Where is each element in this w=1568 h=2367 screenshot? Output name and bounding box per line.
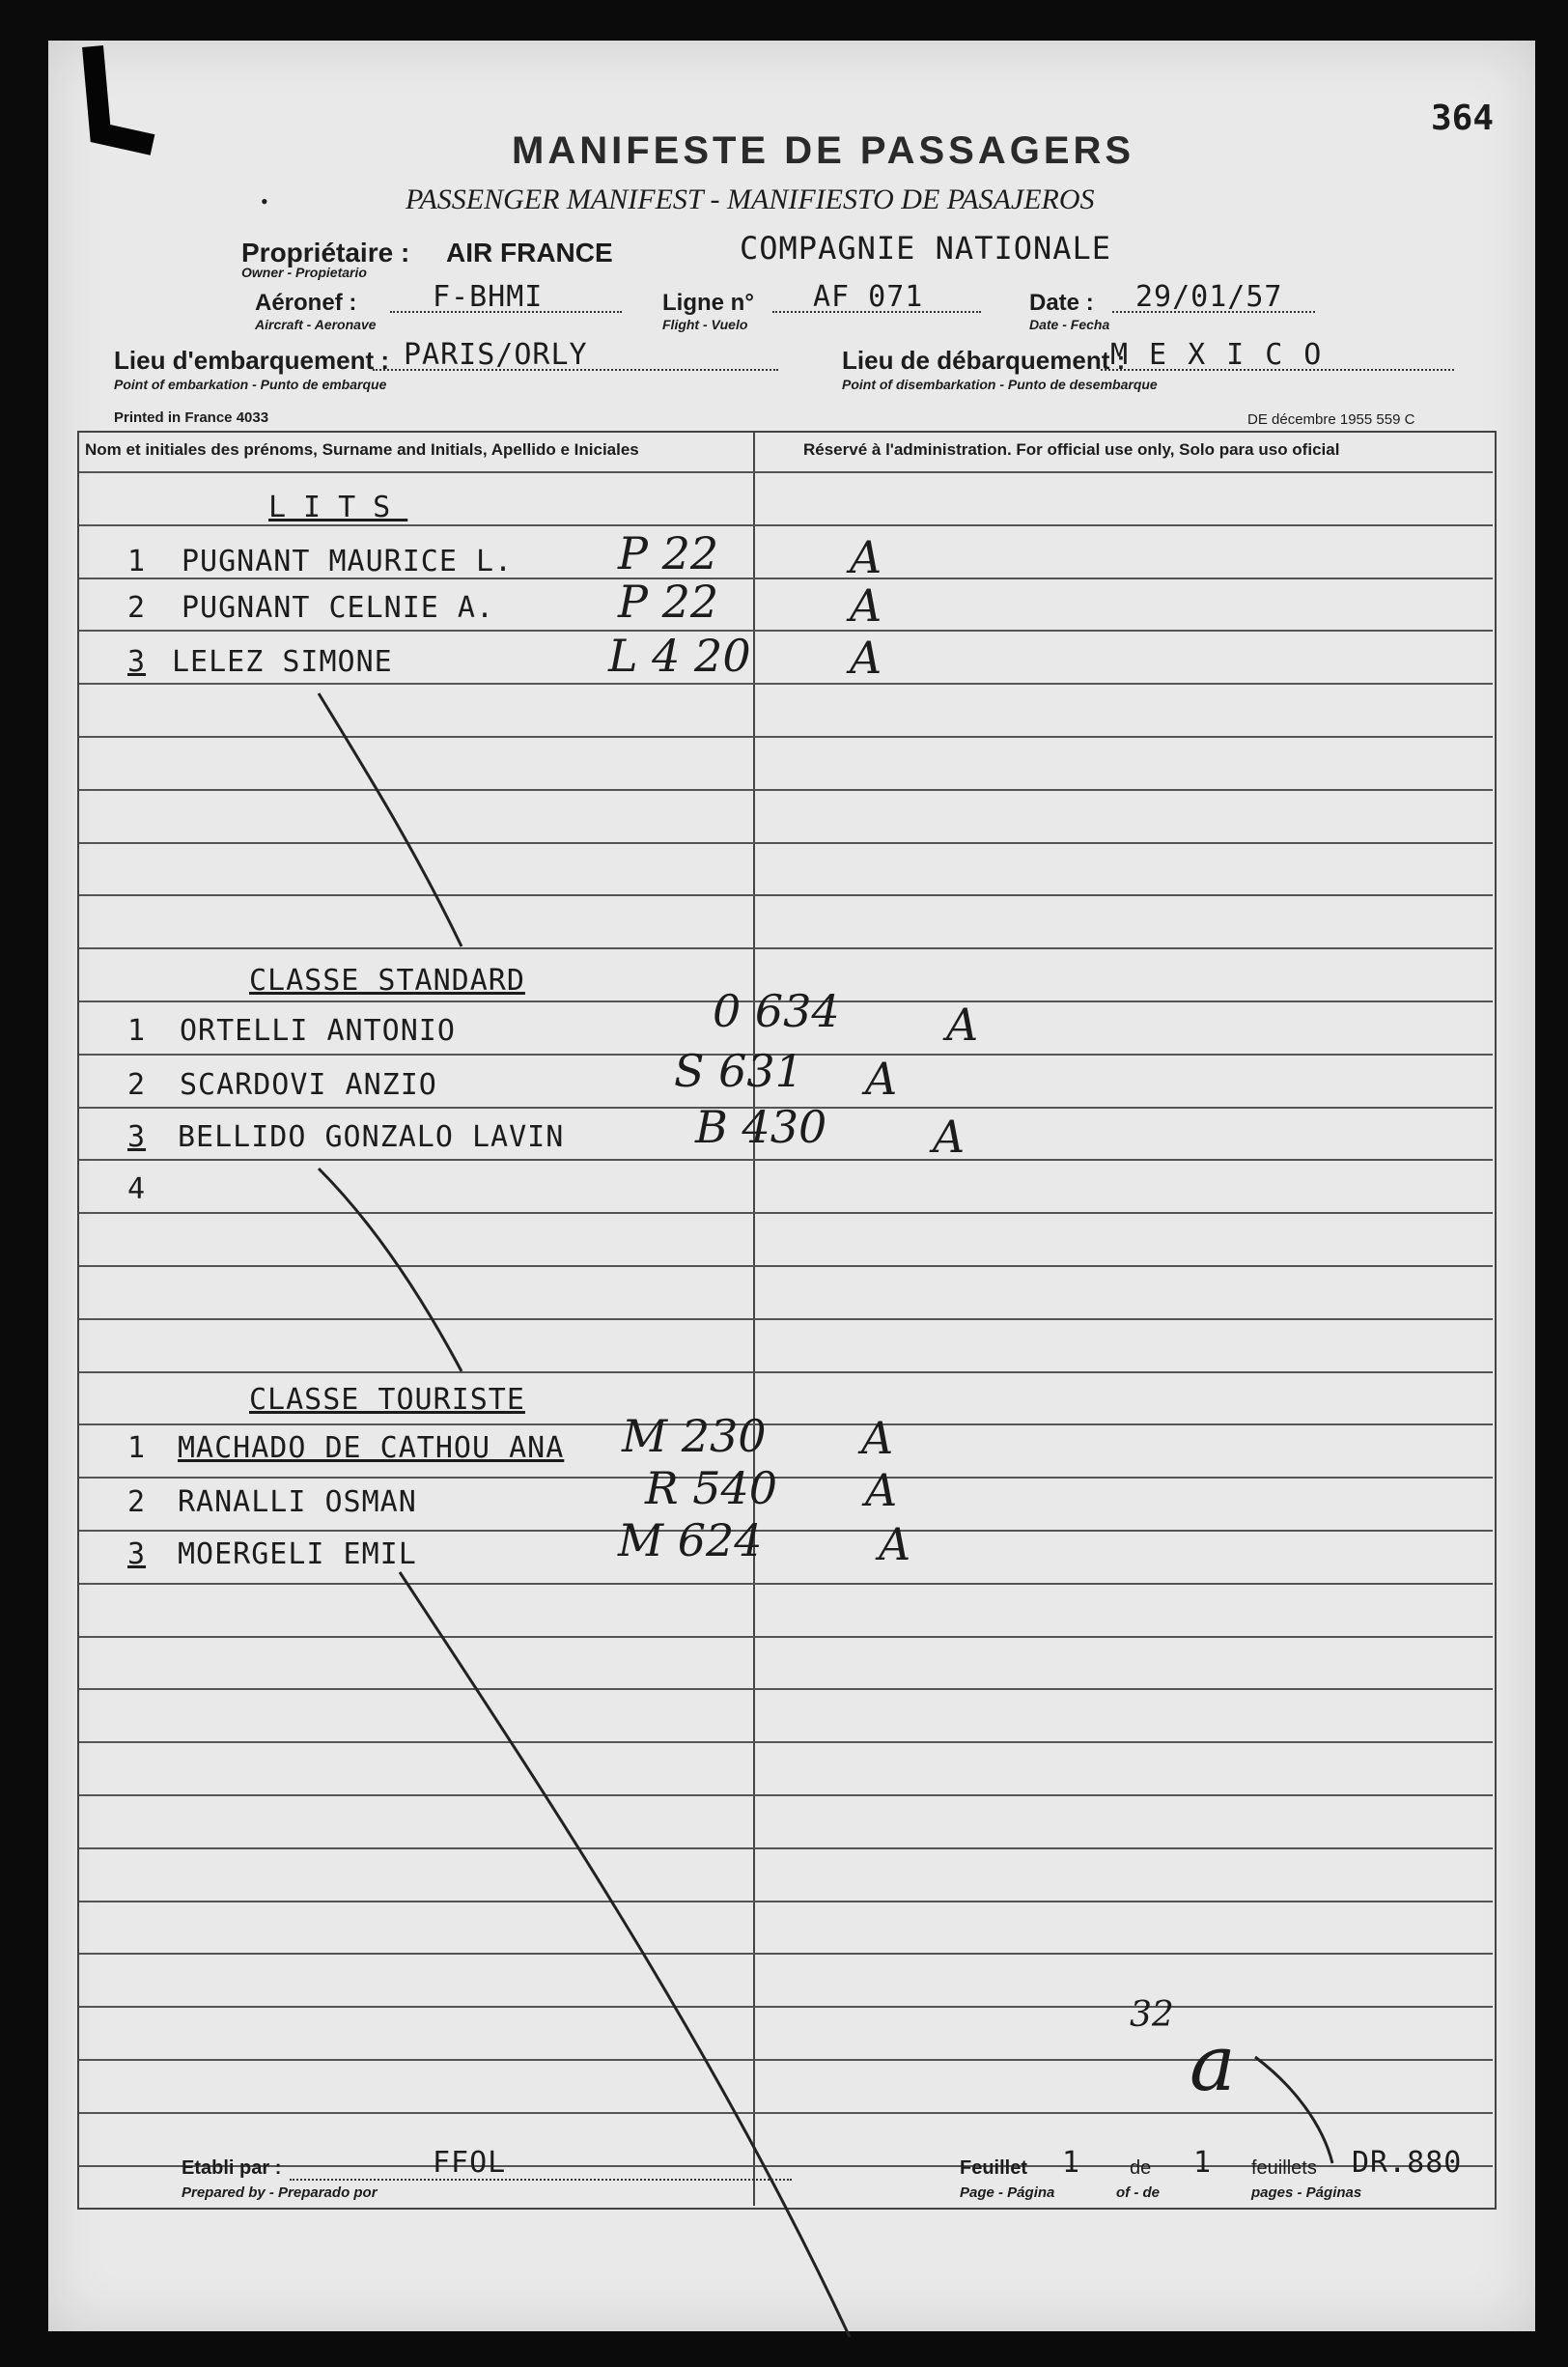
passenger-name: LELEZ SIMONE — [172, 645, 393, 679]
date-sublabel: Date - Fecha — [1029, 317, 1110, 332]
owner-extra: COMPAGNIE NATIONALE — [740, 230, 1112, 267]
form-code: DE décembre 1955 559 C — [1247, 411, 1415, 428]
row-number: 2 — [127, 591, 147, 625]
handwritten-code: B 430 — [695, 1101, 827, 1153]
handwritten-total: 32 — [1130, 1995, 1174, 2035]
passenger-name: RANALLI OSMAN — [178, 1485, 417, 1519]
printed-note: Printed in France 4033 — [114, 409, 269, 426]
admin-mark: A — [946, 999, 979, 1051]
page-title: MANIFESTE DE PASSAGERS — [512, 129, 1135, 172]
sheet-value: 1 — [1062, 2146, 1081, 2180]
row-number: 3 — [127, 645, 147, 679]
col-name-header: Nom et initiales des prénoms, Surname and Initials, Apellido e Iniciales — [85, 440, 639, 459]
handwritten-code: P 22 — [618, 527, 719, 579]
row-number: 2 — [127, 1068, 147, 1102]
admin-mark: A — [879, 1518, 911, 1570]
section-title-touriste: CLASSE TOURISTE — [249, 1383, 525, 1417]
sheet-sublabel: Page - Página — [960, 2184, 1055, 2201]
date-value: 29/01/57 — [1135, 280, 1283, 314]
row-number: 3 — [127, 1120, 147, 1154]
handwritten-code: 0 634 — [713, 985, 840, 1037]
prepared-sublabel: Prepared by - Preparado por — [182, 2184, 378, 2201]
date-label: Date : — [1029, 290, 1094, 316]
owner-value: AIR FRANCE — [446, 238, 613, 268]
sheet-of-label: de — [1130, 2157, 1152, 2179]
disembarkation-label: Lieu de débarquement : — [842, 346, 1126, 375]
col-admin-header: Réservé à l'administration. For official use only, Solo para uso oficial — [803, 440, 1340, 459]
prepared-value: FFOL — [433, 2146, 507, 2180]
admin-mark: A — [861, 1412, 894, 1464]
passenger-name: MACHADO DE CATHOU ANA — [178, 1431, 565, 1465]
owner-sublabel: Owner - Propietario — [241, 265, 367, 280]
handwritten-code: R 540 — [645, 1462, 778, 1514]
admin-mark: A — [865, 1053, 898, 1105]
admin-mark: A — [850, 632, 882, 684]
row-number: 3 — [127, 1537, 147, 1571]
handwritten-code: P 22 — [618, 576, 719, 628]
sheet-of-value: 1 — [1193, 2146, 1213, 2180]
row-number: 1 — [127, 1431, 147, 1465]
form-ref: DR.880 — [1352, 2146, 1463, 2180]
row-number: 1 — [127, 545, 147, 578]
passenger-name: MOERGELI EMIL — [178, 1537, 417, 1571]
aircraft-label: Aéronef : — [255, 290, 357, 316]
admin-mark: A — [850, 531, 882, 583]
passenger-name: PUGNANT MAURICE L. — [182, 545, 514, 578]
page-number: 364 — [1431, 99, 1495, 138]
flight-label: Ligne n° — [662, 290, 754, 316]
passenger-name: PUGNANT CELNIE A. — [182, 591, 495, 625]
embarkation-sublabel: Point of embarkation - Punto de embarque — [114, 377, 387, 392]
handwritten-code: M 230 — [622, 1410, 767, 1462]
passenger-name: ORTELLI ANTONIO — [180, 1014, 456, 1048]
admin-mark: A — [933, 1111, 966, 1163]
disembarkation-value: MEXICO — [1110, 338, 1343, 372]
page-subtitle: PASSENGER MANIFEST - MANIFIESTO DE PASAJEROS — [406, 183, 1095, 215]
row-number: 1 — [127, 1014, 147, 1048]
embarkation-value: PARIS/ORLY — [404, 338, 588, 372]
embarkation-label: Lieu d'embarquement : — [114, 346, 389, 375]
prepared-label: Etabli par : — [182, 2157, 282, 2179]
sheet-label: Feuillet — [960, 2157, 1028, 2179]
admin-mark: A — [850, 579, 882, 632]
sheet-pages-label: feuillets — [1251, 2157, 1317, 2179]
bullet: • — [261, 189, 268, 213]
passenger-name: SCARDOVI ANZIO — [180, 1068, 437, 1102]
handwritten-code: L 4 20 — [608, 630, 751, 682]
aircraft-value: F-BHMI — [433, 280, 544, 314]
section-title-standard: CLASSE STANDARD — [249, 964, 525, 998]
row-number: 2 — [127, 1485, 147, 1519]
handwritten-code: M 624 — [618, 1514, 763, 1566]
section-title-lits: LITS — [268, 491, 408, 524]
sheet-of-sublabel: of - de — [1116, 2184, 1160, 2201]
passenger-name: BELLIDO GONZALO LAVIN — [178, 1120, 565, 1154]
flight-sublabel: Flight - Vuelo — [662, 317, 748, 332]
owner-label: Propriétaire : — [241, 238, 410, 268]
admin-mark: A — [865, 1464, 898, 1516]
flight-value: AF 071 — [813, 280, 924, 314]
row-number: 4 — [127, 1172, 147, 1206]
sheet-pages-sublabel: pages - Páginas — [1251, 2184, 1362, 2201]
disembarkation-sublabel: Point of disembarkation - Punto de desembarque — [842, 377, 1158, 392]
handwritten-code: S 631 — [674, 1045, 803, 1097]
aircraft-sublabel: Aircraft - Aeronave — [255, 317, 377, 332]
handwritten-initial: a — [1190, 2018, 1236, 2108]
